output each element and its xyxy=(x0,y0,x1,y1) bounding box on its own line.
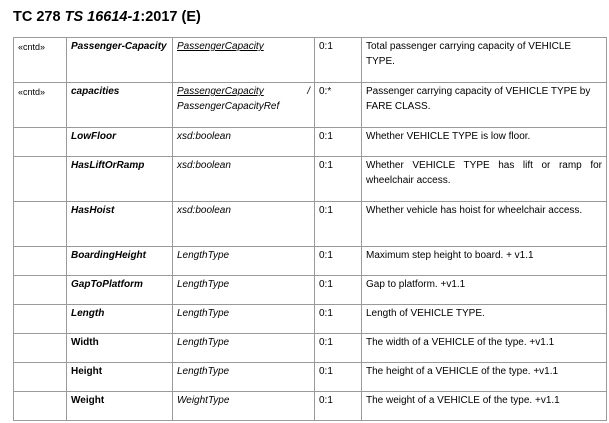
table-row-length xyxy=(14,305,607,334)
cell-name: HasHoist xyxy=(67,202,173,247)
cell-class xyxy=(14,202,67,247)
cell-name: Length xyxy=(67,305,173,334)
table-row-boarding-height xyxy=(14,247,607,276)
cell-name: GapToPlatform xyxy=(67,276,173,305)
cell-description: Whether VEHICLE TYPE has lift or ramp for wheelchair access. xyxy=(362,157,607,202)
cell-cardinality: 0:1 xyxy=(315,392,362,421)
cell-name: Height xyxy=(67,363,173,392)
cell-name: HasLiftOrRamp xyxy=(67,157,173,202)
cell-description: The height of a VEHICLE of the type. +v1.1 xyxy=(362,363,607,392)
cell-cardinality: 0:* xyxy=(315,83,362,128)
type-link[interactable]: PassengerCapacity xyxy=(177,86,264,97)
cell-cardinality: 0:1 xyxy=(315,128,362,157)
cell-description: Total passenger carrying capacity of VEHICLE TYPE. xyxy=(362,38,607,83)
table-row-has-lift-or-ramp xyxy=(14,157,607,202)
cell-type: xsd:boolean xyxy=(173,202,315,247)
cell-class xyxy=(14,334,67,363)
cell-cardinality: 0:1 xyxy=(315,38,362,83)
cell-class xyxy=(14,157,67,202)
cell-class: «cntd» xyxy=(14,38,67,83)
cell-name: Width xyxy=(67,334,173,363)
cell-description: Length of VEHICLE TYPE. xyxy=(362,305,607,334)
cell-cardinality: 0:1 xyxy=(315,334,362,363)
cell-class xyxy=(14,247,67,276)
attribute-table xyxy=(13,37,607,421)
cell-type xyxy=(173,83,315,128)
table-row-passenger-capacity xyxy=(14,38,607,83)
table-row-capacities xyxy=(14,83,607,128)
cell-description: Maximum step height to board. + v1.1 xyxy=(362,247,607,276)
header-year: :2017 (E) xyxy=(140,9,201,25)
table-row-gap-to-platform xyxy=(14,276,607,305)
cell-type: LengthType xyxy=(173,334,315,363)
cell-description: Whether VEHICLE TYPE is low floor. xyxy=(362,128,607,157)
cell-cardinality: 0:1 xyxy=(315,247,362,276)
cell-name: BoardingHeight xyxy=(67,247,173,276)
cell-type: xsd:boolean xyxy=(173,157,315,202)
cell-description: The weight of a VEHICLE of the type. +v1.1 xyxy=(362,392,607,421)
type-ref: PassengerCapacityRef xyxy=(177,100,280,112)
cell-type xyxy=(173,38,315,83)
document-header xyxy=(13,9,201,25)
table-row-low-floor xyxy=(14,128,607,157)
cell-description: Gap to platform. +v1.1 xyxy=(362,276,607,305)
header-tc: TC 278 xyxy=(13,9,61,25)
cell-name: LowFloor xyxy=(67,128,173,157)
table-row-width xyxy=(14,334,607,363)
cell-class xyxy=(14,128,67,157)
cell-class xyxy=(14,363,67,392)
type-link[interactable]: PassengerCapacity xyxy=(177,41,264,52)
cell-type: LengthType xyxy=(173,276,315,305)
cell-class: «cntd» xyxy=(14,83,67,128)
cell-description: Whether vehicle has hoist for wheelchair access. xyxy=(362,202,607,247)
cell-class xyxy=(14,276,67,305)
cell-cardinality: 0:1 xyxy=(315,157,362,202)
cell-class xyxy=(14,305,67,334)
cell-class xyxy=(14,392,67,421)
header-standard: TS 16614-1 xyxy=(64,9,141,25)
cell-cardinality: 0:1 xyxy=(315,363,362,392)
cell-type: LengthType xyxy=(173,363,315,392)
cell-description: The width of a VEHICLE of the type. +v1.1 xyxy=(362,334,607,363)
cell-type: LengthType xyxy=(173,305,315,334)
table-row-height xyxy=(14,363,607,392)
cell-description: Passenger carrying capacity of VEHICLE TYPE by FARE CLASS. xyxy=(362,83,607,128)
table-row-weight xyxy=(14,392,607,421)
cell-name: capacities xyxy=(67,83,173,128)
table-row-has-hoist xyxy=(14,202,607,247)
cell-type: WeightType xyxy=(173,392,315,421)
cell-name: Weight xyxy=(67,392,173,421)
cell-cardinality: 0:1 xyxy=(315,305,362,334)
cell-type: xsd:boolean xyxy=(173,128,315,157)
cell-name: Passenger-Capacity xyxy=(67,38,173,83)
cell-cardinality: 0:1 xyxy=(315,202,362,247)
type-separator: / xyxy=(307,86,310,97)
cell-cardinality: 0:1 xyxy=(315,276,362,305)
cell-type: LengthType xyxy=(173,247,315,276)
